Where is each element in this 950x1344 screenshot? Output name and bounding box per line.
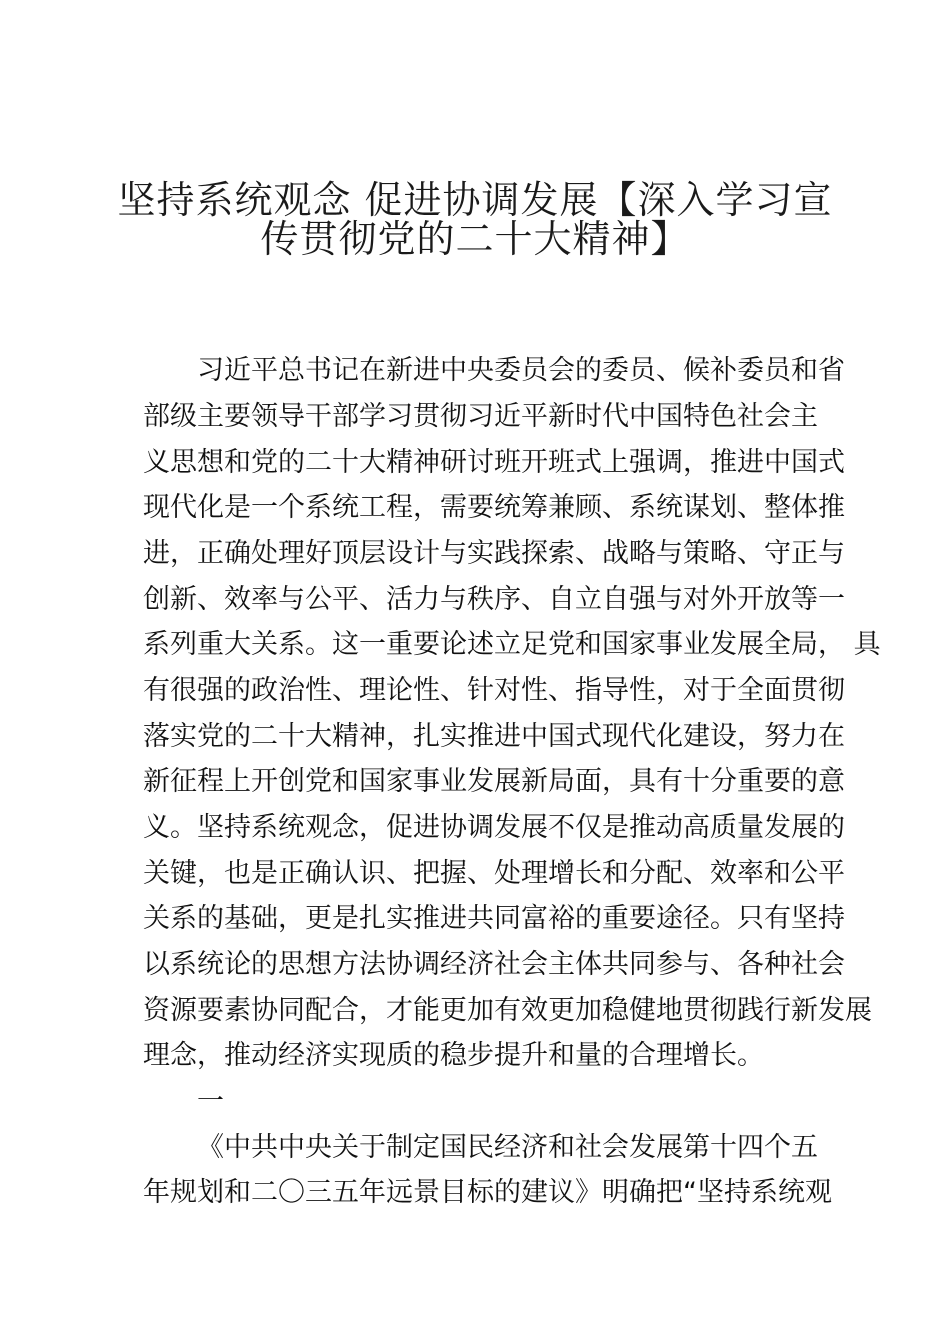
title-line-2: 传贯彻党的二十大精神】	[260, 217, 690, 261]
paragraph-line: 年规划和二〇三五年远景目标的建议》明确把“坚持系统观	[143, 1177, 832, 1208]
paragraph-line: 创新、效率与公平、活力与秩序、自立自强与对外开放等一	[143, 584, 845, 615]
paragraph-line: 关系的基础，更是扎实推进共同富裕的重要途径。只有坚持	[143, 903, 845, 934]
paragraph-line: 新征程上开创党和国家事业发展新局面，具有十分重要的意	[143, 766, 845, 797]
paragraph-line: 《中共中央关于制定国民经济和社会发展第十四个五	[197, 1132, 818, 1163]
paragraph-line: 现代化是一个系统工程，需要统筹兼顾、系统谋划、整体推	[143, 492, 845, 523]
section-number: 一	[197, 1086, 224, 1117]
paragraph-line: 义。坚持系统观念，促进协调发展不仅是推动高质量发展的	[143, 812, 845, 843]
paragraph-line: 系列重大关系。这一重要论述立足党和国家事业发展全局， 具	[143, 629, 881, 660]
paragraph-line: 有很强的政治性、理论性、针对性、指导性，对于全面贯彻	[143, 675, 845, 706]
paragraph-line: 习近平总书记在新进中央委员会的委员、候补委员和省	[197, 355, 845, 386]
paragraph-line: 义思想和党的二十大精神研讨班开班式上强调，推进中国式	[143, 447, 845, 478]
paragraph-line: 进，正确处理好顶层设计与实践探索、战略与策略、守正与	[143, 538, 845, 569]
paragraph-line: 落实党的二十大精神，扎实推进中国式现代化建设，努力在	[143, 721, 845, 752]
paragraph-line: 以系统论的思想方法协调经济社会主体共同参与、各种社会	[143, 949, 845, 980]
paragraph-line: 部级主要领导干部学习贯彻习近平新时代中国特色社会主	[143, 401, 818, 432]
paragraph-line: 资源要素协同配合，才能更加有效更加稳健地贯彻践行新发展	[143, 995, 872, 1026]
title-line-1: 坚持系统观念 促进协调发展【深入学习宣	[117, 178, 833, 222]
paragraph-line: 关键，也是正确认识、把握、处理增长和分配、效率和公平	[143, 858, 845, 889]
paragraph-line: 理念，推动经济实现质的稳步提升和量的合理增长。	[143, 1040, 764, 1071]
